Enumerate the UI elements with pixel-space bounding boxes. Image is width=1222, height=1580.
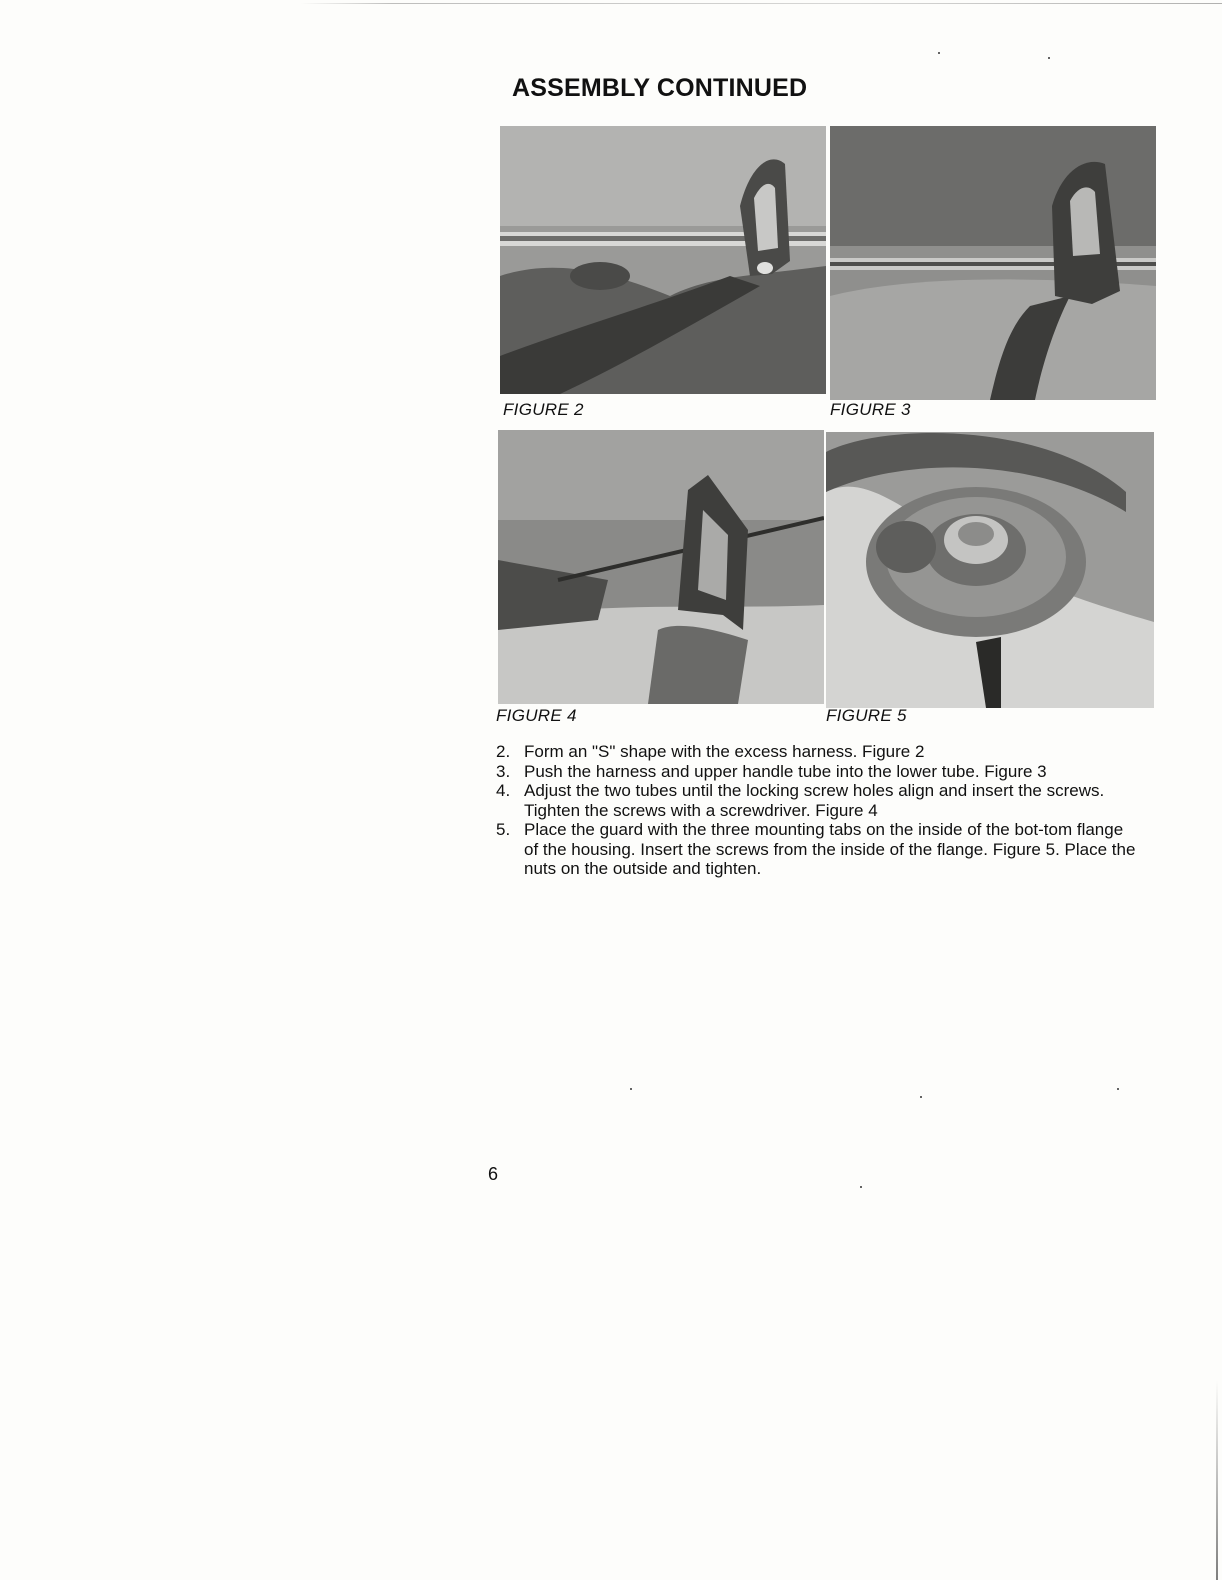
step-number: 2.: [496, 742, 511, 761]
scan-right-edge: [1216, 1380, 1218, 1580]
step-number: 4.: [496, 781, 511, 800]
figure-4-caption: FIGURE 4: [496, 706, 577, 725]
figure-4-photo: [498, 430, 824, 704]
scan-speck: [1117, 1088, 1119, 1090]
step-text: Push the harness and upper handle tube into the lower tube. Figure 3: [524, 761, 1047, 781]
assembly-steps-list: [496, 742, 1136, 879]
scan-speck: [938, 52, 940, 54]
figure-5-photo: [826, 432, 1154, 708]
list-item: [496, 762, 1136, 782]
list-item: [496, 742, 1136, 762]
figure-3-photo: [830, 126, 1156, 400]
list-item: [496, 820, 1136, 879]
step-number: 3.: [496, 761, 511, 781]
figure-5-caption: FIGURE 5: [826, 706, 907, 725]
scan-speck: [920, 1096, 922, 1098]
scan-speck: [1048, 57, 1050, 59]
step-number: 5.: [496, 820, 511, 839]
step-text: Adjust the two tubes until the locking screw holes align and insert the screws. Tighten the screws with a screwdriver. Figure 4: [524, 781, 1105, 820]
figure-2-caption: FIGURE 2: [503, 400, 584, 419]
scan-speck: [630, 1088, 632, 1090]
figure-2-photo: [500, 126, 826, 394]
list-item: [496, 781, 1136, 820]
step-text: Form an "S" shape with the excess harness. Figure 2: [524, 742, 925, 761]
scan-speck: [860, 1186, 862, 1188]
step-text: Place the guard with the three mounting tabs on the inside of the bot-tom flange of the housing. Insert the screws from the inside of the flange. Figure 5. Place the nuts on the outside and tighten.: [524, 820, 1136, 878]
scan-top-edge: [300, 3, 1222, 4]
page-number: 6: [488, 1164, 499, 1184]
figure-3-caption: FIGURE 3: [830, 400, 911, 419]
page-title: ASSEMBLY CONTINUED: [512, 74, 808, 102]
